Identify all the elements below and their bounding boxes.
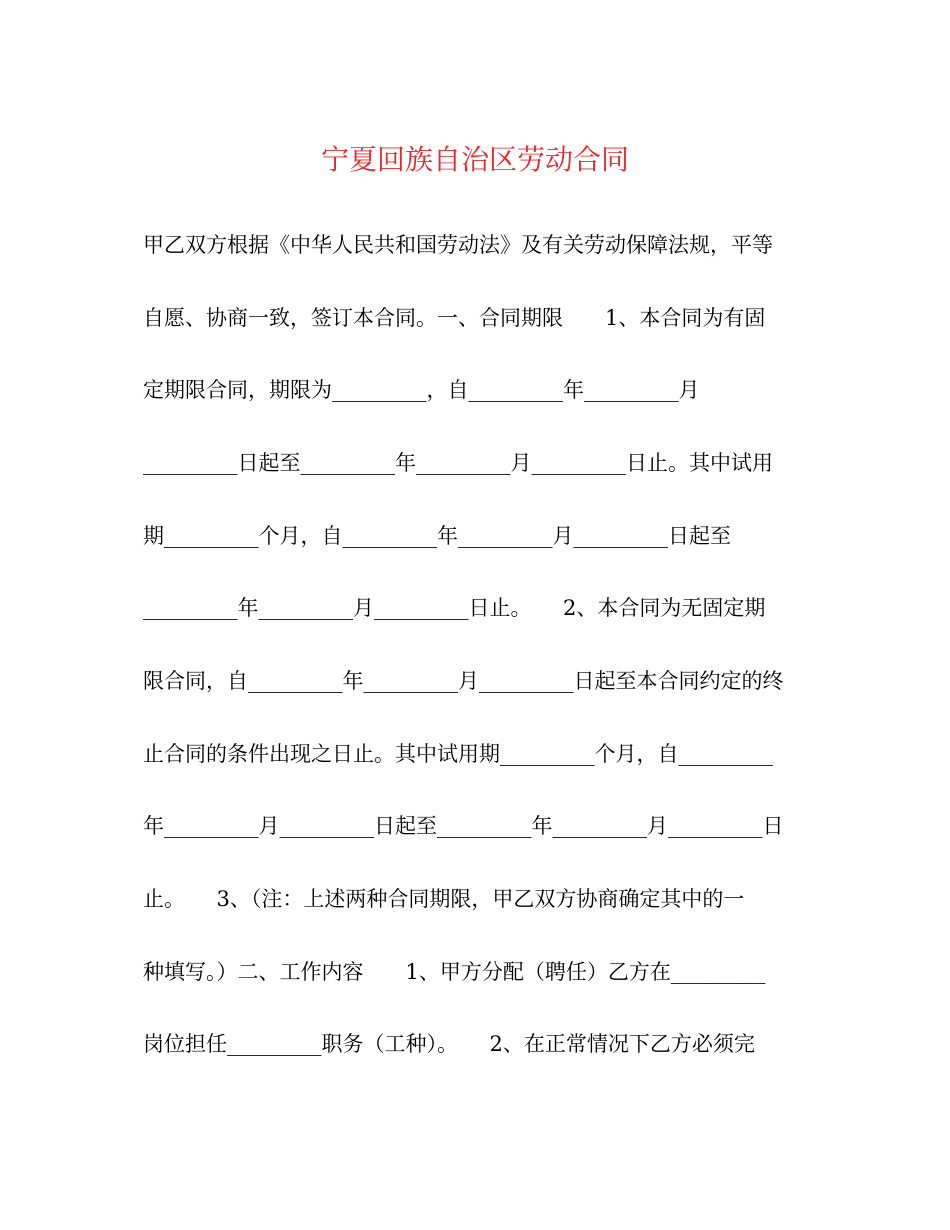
body-text-line: 止。 3、（注：上述两种合同期限，甲乙双方协商确定其中的一 xyxy=(143,887,745,911)
body-text-line: 定期限合同，期限为_________，自_________年_________月 xyxy=(143,378,700,402)
body-text-line: 自愿、协商一致，签订本合同。一、合同期限 1、本合同为有固 xyxy=(143,306,766,330)
body-text-line: 种填写。）二、工作内容 1、甲方分配（聘任）乙方在_________ xyxy=(143,960,766,984)
body-text-line: 止合同的条件出现之日止。其中试用期_________个月，自_________ xyxy=(143,742,773,766)
body-text-line: 限合同，自_________年_________月_________日起至本合同约定的终 xyxy=(143,669,784,693)
body-text-line: 年_________月_________日起至_________年_________月_________日 xyxy=(143,814,784,838)
body-text-line: _________日起至_________年_________月_________日止。其中试用 xyxy=(143,451,773,475)
body-text-line: _________年_________月_________日止。 2、本合同为无固定期 xyxy=(143,596,766,620)
document-title: 宁夏回族自治区劳动合同 xyxy=(320,143,629,176)
body-text-line: 岗位担任_________职务（工种）。 2、在正常情况下乙方必须完 xyxy=(143,1032,755,1056)
body-text-line: 期_________个月，自_________年_________月_________日起至 xyxy=(143,524,731,548)
body-text-line: 甲乙双方根据《中华人民共和国劳动法》及有关劳动保障法规，平等 xyxy=(143,233,773,257)
